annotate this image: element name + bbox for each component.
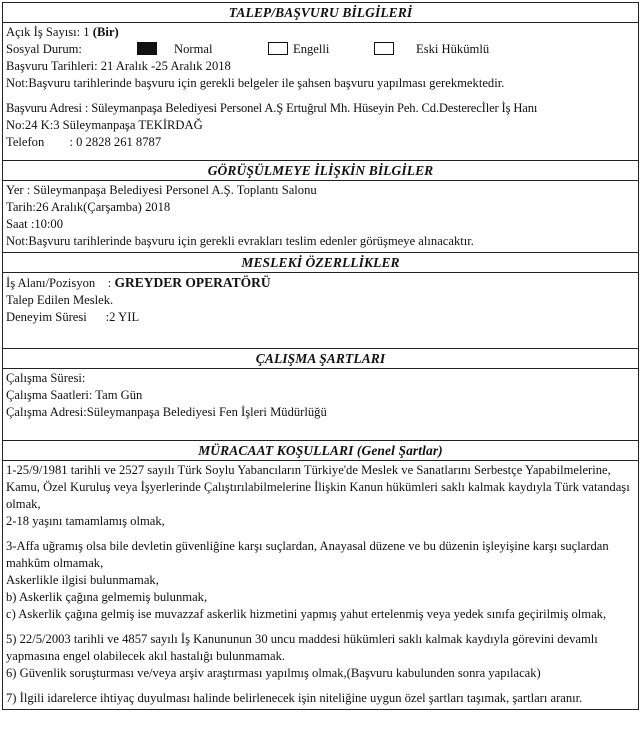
- kosul-3a: Askerlikle ilgisi bulunmamak,: [6, 573, 159, 587]
- checkbox-eski-hukumlu[interactable]: [374, 42, 394, 55]
- kosul-2: 2-18 yaşını tamamlamış olmak,: [6, 514, 165, 528]
- option-label-normal: Normal: [174, 42, 213, 56]
- calisma-suresi: Çalışma Süresi:: [6, 371, 86, 385]
- kosul-7: 7) İlgili idarelerce ihtiyaç duyulması halinde belirlenecek işin niteliğine uygun özel şartları taşımak, şartları aranır.: [6, 691, 583, 705]
- ilan-document: [2, 2, 639, 710]
- checkbox-engelli[interactable]: [268, 42, 288, 55]
- basvuru-adresi: Başvuru Adresi : Süleymanpaşa Belediyesi Personel A.Ş Ertuğrul Mh. Hüseyin Peh. Cd.Desterecİler İş Hanı: [6, 101, 538, 115]
- kosul-5: 5) 22/5/2003 tarihli ve 4857 sayılı İş Kanununun 30 uncu maddesi hükümleri saklı kalmak kaydıyla görevini devamlı yapmasına engel olabilecek akıl hastalığı bulunmamak.: [6, 632, 598, 663]
- section-header-gorusme: GÖRÜŞÜLMEYE İLİŞKİN BİLGİLER: [3, 161, 638, 181]
- kosul-3b: b) Askerlik çağına gelmemiş bulunmak,: [6, 590, 208, 604]
- section-meslek: [2, 252, 639, 348]
- basvuru-adresi-2: No:24 K:3 Süleymanpaşa TEKİRDAĞ: [6, 118, 203, 132]
- section-header-meslek: MESLEKİ ÖZERLLİKLER: [3, 253, 638, 273]
- is-alani-row: İş Alanı/Pozisyon : GREYDER OPERATÖRÜ: [6, 275, 271, 290]
- section-header-calisma: ÇALIŞMA ŞARTLARI: [3, 349, 638, 369]
- talep-not: Not:Başvuru tarihlerinde başvuru için gerekli belgeler ile şahsen başvuru yapılması gerekmektedir.: [6, 76, 505, 90]
- kosul-3c: c) Askerlik çağına gelmiş ise muvazzaf askerlik hizmetini yapmış yahut ertelenmiş veya yedek sınıfa geçirilmiş olmak,: [6, 607, 607, 621]
- calisma-adresi: Çalışma Adresi:Süleymanpaşa Belediyesi Fen İşleri Müdürlüğü: [6, 405, 327, 419]
- gorusme-tarih: Tarih:26 Aralık(Çarşamba) 2018: [6, 200, 171, 214]
- option-label-eski-hukumlu: Eski Hükümlü: [416, 42, 490, 56]
- section-gorusme: [2, 160, 639, 252]
- calisma-saatleri: Çalışma Saatleri: Tam Gün: [6, 388, 143, 402]
- kosul-1: 1-25/9/1981 tarihli ve 2527 sayılı Türk Soylu Yabancıların Türkiye'de Meslek ve Sanatlarını Serbestçe Yapabilmelerine, Kamu, Özel Kuruluş veya İşyerlerinde Çalıştırılabilmelerine İlişkin Kanun hükümleri saklı kalmak kaydıyla Türk vatandaşı olmak,: [6, 463, 630, 511]
- section-muracaat: [2, 440, 639, 710]
- sosyal-durum-row: [6, 41, 635, 58]
- checkbox-normal[interactable]: [137, 42, 157, 55]
- section-header-talep: TALEP/BAŞVURU BİLGİLERİ: [3, 3, 638, 23]
- section-calisma: [2, 348, 639, 440]
- pozisyon-value: GREYDER OPERATÖRÜ: [114, 275, 271, 290]
- telefon: Telefon : 0 2828 261 8787: [6, 135, 162, 149]
- gorusme-not: Not:Başvuru tarihlerinde başvuru için gerekli evrakları teslim edenler görüşmeye alınacaktır.: [6, 234, 474, 248]
- kosul-6: 6) Güvenlik soruşturması ve/veya arşiv araştırması yapılmış olmak,(Başvuru kabulunden sonra yapılacak): [6, 666, 541, 680]
- acik-is-value: (Bir): [92, 25, 119, 39]
- deneyim-suresi: Deneyim Süresi :2 YIL: [6, 310, 140, 324]
- option-label-engelli: Engelli: [293, 42, 330, 56]
- acik-is-sayisi: Açık İş Sayısı: 1 (Bir): [6, 25, 119, 39]
- section-talep: [2, 2, 639, 160]
- gorusme-saat: Saat :10:00: [6, 217, 64, 231]
- gorusme-yer: Yer : Süleymanpaşa Belediyesi Personel A.Ş. Toplantı Salonu: [6, 183, 317, 197]
- basvuru-tarihleri: Başvuru Tarihleri: 21 Aralık -25 Aralık 2018: [6, 59, 231, 73]
- talep-edilen-meslek: Talep Edilen Meslek.: [6, 293, 114, 307]
- section-header-muracaat: MÜRACAAT KOŞULLARI (Genel Şartlar): [3, 441, 638, 461]
- kosul-3: 3-Affa uğramış olsa bile devletin güvenliğine karşı suçlardan, Anayasal düzene ve bu düzenin işleyişine karşı suçlardan mahkûm olmamak,: [6, 539, 609, 570]
- sosyal-durum-label: Sosyal Durum:: [6, 42, 82, 56]
